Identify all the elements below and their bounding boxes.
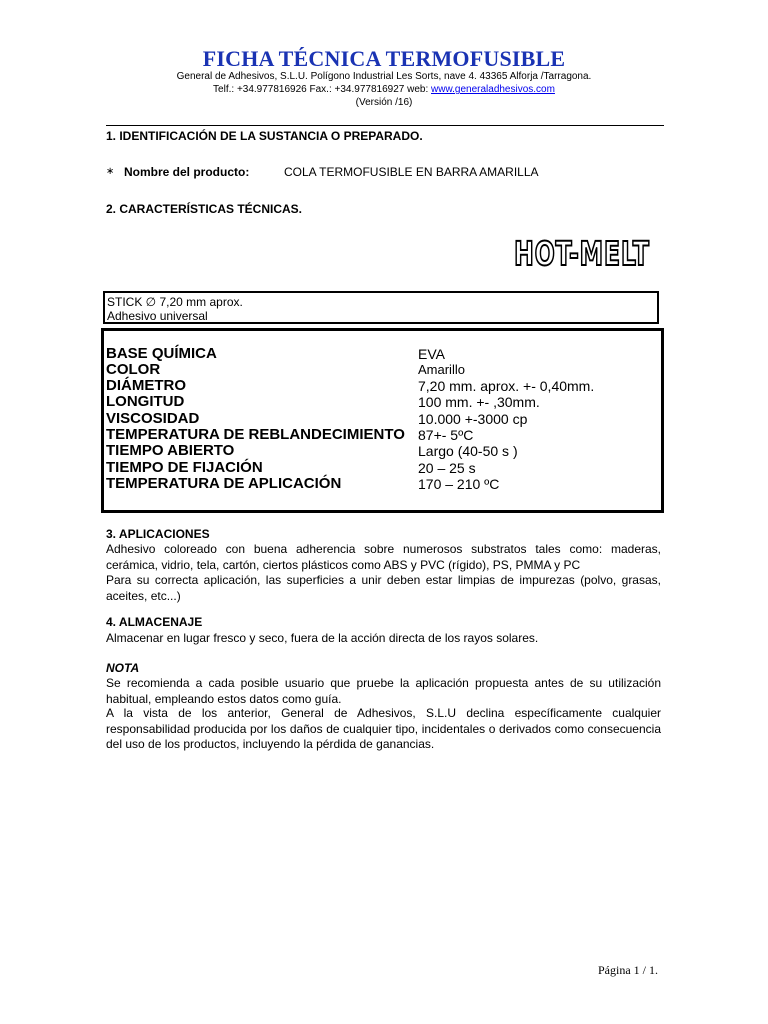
property-value: 20 – 25 s	[418, 460, 476, 476]
property-label: TEMPERATURA DE APLICACIÓN	[106, 475, 342, 492]
contact-line	[0, 84, 768, 96]
stick-diameter: STICK ∅ 7,20 mm aprox.	[107, 295, 243, 309]
disclaimer-text: A la vista de los anterior, General de Adhesivos, S.L.U declina específicamente cualquier responsabilidad producida por los daños de cualquier tipo, incidentales o derivados como consecuencia del uso de los productos, incluyendo la pérdida de ganancias.	[106, 706, 661, 751]
section4-heading: 4. ALMACENAJE	[106, 615, 203, 629]
property-label: COLOR	[106, 361, 161, 378]
property-label: VISCOSIDAD	[106, 410, 200, 427]
property-label: TIEMPO ABIERTO	[106, 442, 235, 459]
note-heading: NOTA	[106, 661, 140, 675]
property-value: 87+- 5ºC	[418, 427, 474, 443]
storage-text: Almacenar en lugar fresco y seco, fuera de la acción directa de los rayos solares.	[106, 631, 539, 645]
page-title: FICHA TÉCNICA TERMOFUSIBLE	[202, 46, 566, 71]
property-label: DIÁMETRO	[106, 377, 186, 394]
property-label: TIEMPO DE FIJACIÓN	[106, 459, 263, 476]
property-value: 7,20 mm. aprox. +- 0,40mm.	[418, 378, 595, 394]
applications-preparation: Para su correcta aplicación, las superficies a unir deben estar limpias de impurezas (polvo, grasas, aceites, etc...)	[106, 573, 661, 603]
note-text: Se recomienda a cada posible usuario que pruebe la aplicación propuesta antes de su utilización habitual, empleando estos datos como guía.	[106, 676, 661, 706]
property-value: Largo (40-50 s )	[418, 443, 518, 459]
property-label: BASE QUÍMICA	[106, 345, 217, 362]
header-divider	[106, 125, 664, 126]
company-address: General de Adhesivos, S.L.U. Polígono Industrial Les Sorts, nave 4. 43365 Alforja /Tarragona.	[176, 71, 592, 82]
section3-heading: 3. APLICACIONES	[106, 527, 210, 541]
applications-text: Adhesivo coloreado con buena adherencia sobre numerosos substratos tales como: maderas, cerámica, vidrio, tela, cartón, ciertos plásticos como ABS y PVC (rígido), PS, PMMA y PC	[106, 542, 661, 572]
property-value: EVA	[418, 346, 445, 362]
property-value: Amarillo	[418, 362, 465, 377]
product-name-label: Nombre del producto:	[124, 165, 250, 179]
contact-phone-fax: Telf.: +34.977816926 Fax.: +34.977816927 web:	[213, 84, 431, 95]
website-link[interactable]: www.generaladhesivos.com	[431, 84, 555, 95]
version-label: (Versión /16)	[355, 97, 413, 108]
property-value: 10.000 +-3000 cp	[418, 411, 528, 427]
section1-heading: 1. IDENTIFICACIÓN DE LA SUSTANCIA O PREPARADO.	[106, 129, 423, 143]
property-value: 100 mm. +- ,30mm.	[418, 394, 540, 410]
hot-melt-logo: HOT-MELT	[514, 234, 650, 273]
stick-info-box	[103, 291, 659, 324]
bullet-icon: ∗	[106, 166, 115, 177]
page-number: Página 1 / 1.	[598, 963, 658, 977]
property-label: TEMPERATURA DE REBLANDECIMIENTO	[106, 426, 405, 443]
property-label: LONGITUD	[106, 393, 185, 410]
property-value: 170 – 210 ºC	[418, 476, 500, 492]
section2-heading: 2. CARACTERÍSTICAS TÉCNICAS.	[106, 202, 303, 216]
product-name-value: COLA TERMOFUSIBLE EN BARRA AMARILLA	[284, 165, 539, 179]
stick-description: Adhesivo universal	[107, 309, 208, 323]
